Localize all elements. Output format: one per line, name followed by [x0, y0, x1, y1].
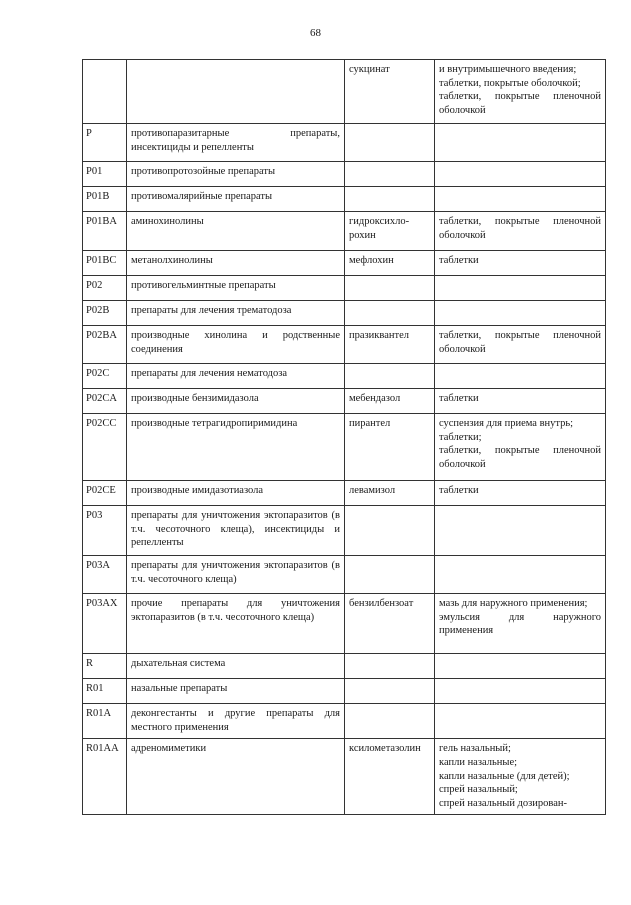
group-name-cell: аминохинолины: [127, 212, 345, 251]
atc-code-cell: R: [83, 654, 127, 679]
atc-code-cell: P02: [83, 276, 127, 301]
table-row: [83, 364, 606, 389]
dosage-form-line: таблетки, покрытые пленочной оболочкой: [439, 216, 601, 241]
dosage-form-line: таблетки: [439, 255, 479, 266]
drug-name-cell: [345, 556, 435, 594]
dosage-form-line: капли назальные (для детей);: [439, 770, 570, 782]
group-name-cell: противогельминтные препараты: [127, 276, 345, 301]
dosage-forms-cell: [435, 276, 606, 301]
atc-code-cell: P03: [83, 506, 127, 556]
dosage-form-line: таблетки, покрытые пленочной оболочкой: [439, 445, 601, 470]
table-row: [83, 556, 606, 594]
group-name-cell: адреномиметики: [127, 739, 345, 815]
table-row: [83, 739, 606, 815]
table-row: [83, 162, 606, 187]
atc-code-cell: P02CC: [83, 414, 127, 481]
drug-classification-table: [82, 59, 606, 815]
dosage-forms-cell: [435, 212, 606, 251]
group-name-cell: производные бензимидазола: [127, 389, 345, 414]
drug-name-cell: [345, 679, 435, 704]
atc-code-cell: P02BA: [83, 326, 127, 364]
table-row: [83, 60, 606, 124]
atc-code-cell: P02C: [83, 364, 127, 389]
table-row: [83, 187, 606, 212]
table-row: [83, 124, 606, 162]
dosage-forms-cell: [435, 481, 606, 506]
atc-code-cell: P01BA: [83, 212, 127, 251]
dosage-forms-cell: [435, 326, 606, 364]
dosage-form-line: капли назальные;: [439, 756, 518, 768]
drug-name-cell: мебендазол: [345, 389, 435, 414]
atc-code-cell: P02B: [83, 301, 127, 326]
dosage-form-line: таблетки;: [439, 431, 482, 443]
table-row: [83, 389, 606, 414]
dosage-form-line: спрей назальный;: [439, 784, 518, 796]
group-name-cell: производные тетрагидропиримидина: [127, 414, 345, 481]
drug-name-cell: [345, 276, 435, 301]
group-name-cell: препараты для лечения нематодоза: [127, 364, 345, 389]
group-name-cell: противомалярийные препараты: [127, 187, 345, 212]
group-name-cell: [127, 60, 345, 124]
table-row: [83, 251, 606, 276]
table-row: [83, 654, 606, 679]
table-row: [83, 679, 606, 704]
dosage-form-line: таблетки: [439, 485, 479, 496]
atc-code-cell: R01AA: [83, 739, 127, 815]
atc-code-cell: [83, 60, 127, 124]
atc-code-cell: P: [83, 124, 127, 162]
dosage-form-line: эмульсия для наружного применения: [439, 611, 601, 637]
group-name-cell: противопротозойные препараты: [127, 162, 345, 187]
dosage-forms-cell: [435, 60, 606, 124]
drug-name-cell: левамизол: [345, 481, 435, 506]
dosage-form-line: гель назальный;: [439, 743, 511, 755]
group-name-cell: назальные препараты: [127, 679, 345, 704]
drug-name-cell: [345, 704, 435, 739]
drug-name-cell: празиквантел: [345, 326, 435, 364]
atc-code-cell: P03AX: [83, 594, 127, 654]
group-name-cell: препараты для лечения трематодоза: [127, 301, 345, 326]
atc-code-cell: P02CE: [83, 481, 127, 506]
drug-name-cell: [345, 654, 435, 679]
atc-code-cell: P01BC: [83, 251, 127, 276]
drug-name-cell: [345, 301, 435, 326]
table-row: [83, 414, 606, 481]
page-number: 68: [310, 27, 321, 39]
atc-code-cell: R01A: [83, 704, 127, 739]
group-name-cell: противопаразитарные препараты, инсектициды и репелленты: [127, 124, 345, 162]
group-name-cell: дыхательная система: [127, 654, 345, 679]
table-row: [83, 326, 606, 364]
dosage-forms-cell: [435, 162, 606, 187]
drug-name-cell: [345, 506, 435, 556]
dosage-forms-cell: [435, 187, 606, 212]
atc-code-cell: P02CA: [83, 389, 127, 414]
group-name-cell: препараты для уничтожения эктопаразитов (в т.ч. чесоточного клеща): [127, 556, 345, 594]
drug-name-cell: [345, 187, 435, 212]
group-name-cell: препараты для уничтожения эктопаразитов (в т.ч. чесоточного клеща), инсектициды и репелленты: [127, 506, 345, 556]
drug-name-cell: мефлохин: [345, 251, 435, 276]
dosage-forms-cell: [435, 124, 606, 162]
table-row: [83, 212, 606, 251]
dosage-forms-cell: [435, 654, 606, 679]
dosage-form-line: таблетки, покрытые оболочкой;: [439, 77, 581, 89]
drug-name-cell: [345, 124, 435, 162]
drug-name-cell: [345, 364, 435, 389]
drug-name-cell: гидроксихло-рохин: [345, 212, 435, 251]
table-row: [83, 506, 606, 556]
dosage-forms-cell: [435, 679, 606, 704]
group-name-cell: метанолхинолины: [127, 251, 345, 276]
table-row: [83, 276, 606, 301]
dosage-forms-cell: [435, 301, 606, 326]
dosage-forms-cell: [435, 389, 606, 414]
dosage-form-line: спрей назальный дозирован-: [439, 797, 568, 809]
atc-code-cell: P01: [83, 162, 127, 187]
drug-name-cell: сукцинат: [345, 60, 435, 124]
group-name-cell: производные имидазотиазола: [127, 481, 345, 506]
dosage-form-line: мазь для наружного применения;: [439, 598, 588, 609]
dosage-forms-cell: [435, 414, 606, 481]
drug-name-cell: бензилбензоат: [345, 594, 435, 654]
dosage-forms-cell: [435, 556, 606, 594]
drug-name-cell: ксилометазолин: [345, 739, 435, 815]
group-name-cell: прочие препараты для уничтожения эктопаразитов (в т.ч. чесоточного клеща): [127, 594, 345, 654]
dosage-form-line: и внутримышечного введения;: [439, 64, 577, 75]
dosage-form-line: суспензия для приема внутрь;: [439, 418, 574, 429]
dosage-forms-cell: [435, 251, 606, 276]
dosage-forms-cell: [435, 506, 606, 556]
atc-code-cell: R01: [83, 679, 127, 704]
dosage-forms-cell: [435, 364, 606, 389]
drug-name-cell: пирантел: [345, 414, 435, 481]
dosage-forms-cell: [435, 739, 606, 815]
atc-code-cell: P01B: [83, 187, 127, 212]
table-row: [83, 301, 606, 326]
table-row: [83, 481, 606, 506]
group-name-cell: деконгестанты и другие препараты для местного применения: [127, 704, 345, 739]
dosage-forms-cell: [435, 704, 606, 739]
table-row: [83, 594, 606, 654]
dosage-form-line: таблетки, покрытые пленочной оболочкой: [439, 330, 601, 355]
group-name-cell: производные хинолина и родственные соединения: [127, 326, 345, 364]
table-row: [83, 704, 606, 739]
drug-name-cell: [345, 162, 435, 187]
dosage-form-line: таблетки: [439, 393, 479, 404]
dosage-forms-cell: [435, 594, 606, 654]
atc-code-cell: P03A: [83, 556, 127, 594]
dosage-form-line: таблетки, покрытые пленочной оболочкой: [439, 91, 601, 116]
